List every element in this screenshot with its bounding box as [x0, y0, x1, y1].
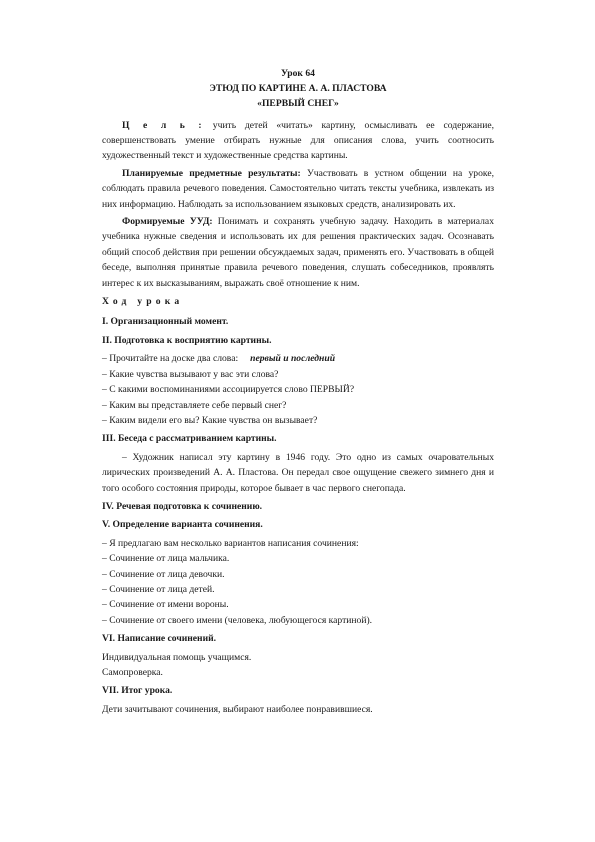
document-page — [102, 66, 494, 717]
section-2-list — [102, 351, 494, 428]
list-item: – Я предлагаю вам несколько вариантов написания сочинения: — [102, 537, 359, 549]
section-1-heading: I. Организационный момент. — [102, 316, 229, 328]
results-text: Участвовать в устном общении на уроке, соблюдать правила речевого поведения. Самостоятельно читать тексты учебника, извлекать из них информацию. Наблюдать за использованием языковых средств, анализировать их. — [102, 167, 494, 210]
list-item: – С какими воспоминаниями ассоциируется слово ПЕРВЫЙ? — [102, 384, 355, 396]
goal-paragraph — [102, 118, 494, 164]
results-paragraph — [102, 166, 494, 212]
section-6-list — [102, 650, 494, 681]
list-item: – Каким видели его вы? Какие чувства он вызывает? — [102, 414, 318, 426]
lesson-subtitle: «ПЕРВЫЙ СНЕГ» — [257, 98, 339, 110]
section-4-heading: IV. Речевая подготовка к сочинению. — [102, 500, 263, 512]
document-header — [102, 66, 494, 112]
section-2-heading: II. Подготовка к восприятию картины. — [102, 334, 272, 346]
list-item: – Сочинение от своего имени (человека, любующегося картиной). — [102, 614, 373, 626]
list-item: – Каким вы представляете себе первый снег? — [102, 399, 287, 411]
list-item: Самопроверка. — [102, 667, 163, 679]
list-item: – Сочинение от имени вороны. — [102, 599, 229, 611]
list-item — [102, 351, 494, 366]
lesson-number: Урок 64 — [281, 68, 315, 79]
section-3-heading: III. Беседа с рассматриванием картины. — [102, 433, 277, 445]
lesson-title: ЭТЮД ПО КАРТИНЕ А. А. ПЛАСТОВА — [209, 83, 387, 95]
results-label: Планируемые предметные результаты: — [122, 167, 301, 179]
section-5-heading: V. Определение варианта сочинения. — [102, 519, 263, 531]
section-7-text: Дети зачитывают сочинения, выбирают наиболее понравившиеся. — [102, 703, 373, 715]
list-item: Индивидуальная помощь учащимся. — [102, 651, 252, 663]
uud-text: Понимать и сохранять учебную задачу. Находить в материалах учебника нужные сведения и использовать их для решения практических задач. Осознавать общий способ действия при решении обсуждаемых задач, применять его. Участвовать в общей беседе, выполняя принятые правила речевого поведения, слушать собеседников, проявлять интерес к их высказываниям, выражать своё отношение к ним. — [102, 216, 494, 289]
list-item: – Сочинение от лица детей. — [102, 583, 215, 595]
goal-text: учить детей «читать» картину, осмысливать ее содержание, совершенствовать умение отбирать нужные для описания слова, учить соотносить художественный текст и художественные средства картины. — [102, 119, 494, 162]
uud-paragraph — [102, 214, 494, 291]
goal-label: Ц е л ь : — [122, 119, 205, 131]
course-heading: Ход урока — [102, 296, 184, 308]
question-text: – Прочитайте на доске два слова: — [102, 353, 239, 365]
section-7-heading: VII. Итог урока. — [102, 685, 173, 697]
section-5-list — [102, 536, 494, 628]
list-item: – Сочинение от лица девочки. — [102, 568, 225, 580]
board-words: первый и последний — [250, 353, 336, 365]
list-item: – Сочинение от лица мальчика. — [102, 553, 230, 565]
uud-label: Формируемые УУД: — [122, 216, 213, 228]
section-3-text: – Художник написал эту картину в 1946 году. Это одно из самых очаровательных лирических произведений А. А. Пластова. Он передал свое ощущение свежего зимнего дня и того особого состояния природы, которое бывает в час первого снегопада. — [102, 451, 494, 494]
list-item: – Какие чувства вызывают у вас эти слова? — [102, 368, 279, 380]
section-6-heading: VI. Написание сочинений. — [102, 633, 217, 645]
